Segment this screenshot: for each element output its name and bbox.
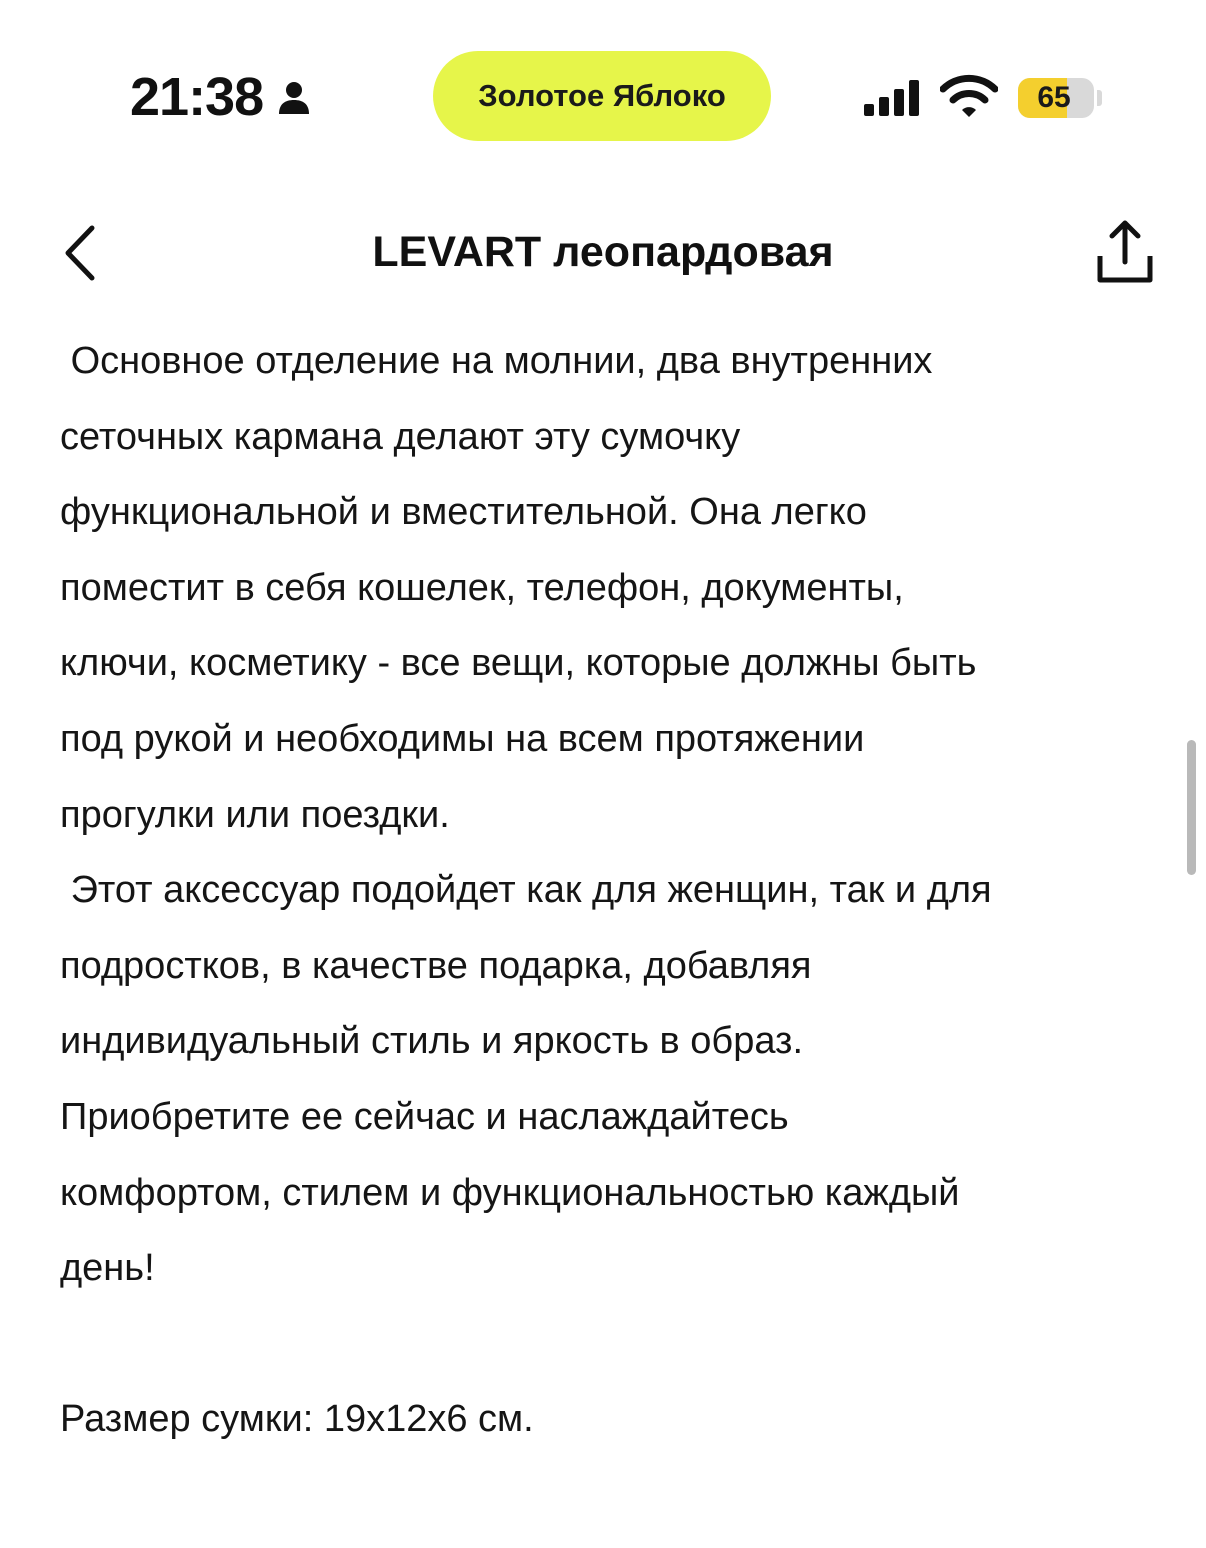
description-line: функциональной и вместительной. Она легко [60,491,867,534]
description-line: индивидуальный стиль и яркость в образ. [60,1020,804,1063]
description-line: подростков, в качестве подарка, добавляя [60,944,812,987]
description-line: Приобретите ее сейчас и наслаждайтесь [60,1095,789,1138]
carrier-pill[interactable] [433,51,771,141]
wifi-icon [940,74,998,118]
product-description [60,324,1160,1307]
person-icon [276,80,312,116]
status-bar [0,0,1206,190]
description-line: Основное отделение на молнии, два внутренних [60,340,933,382]
description-line: ключи, косметику - все вещи, которые должны быть [60,642,977,685]
scrollbar[interactable] [1187,740,1196,875]
status-time: 21:38 [130,67,264,127]
description-line: комфортом, стилем и функциональностью каждый [60,1171,960,1214]
description-line: прогулки или поездки. [60,793,450,836]
battery-cap [1097,90,1102,106]
description-line: сеточных кармана делают эту сумочку [60,415,741,458]
signal-icon [864,80,924,116]
bag-size-text: Размер сумки: 19x12x6 см. [60,1398,534,1440]
description-line: день! [60,1247,155,1290]
chevron-left-icon[interactable] [52,218,112,288]
battery-icon [1018,78,1094,118]
description-line: Этот аксессуар подойдет как для женщин, так и для [60,869,992,912]
carrier-pill-label: Золотое Яблоко [478,78,726,113]
page-title: LEVART леопардовая [372,228,834,276]
description-line: под рукой и необходимы на всем протяжении [60,717,865,760]
description-line: поместит в себя кошелек, телефон, документы, [60,566,904,609]
battery-level: 65 [1037,81,1071,114]
share-icon[interactable] [1090,218,1160,288]
